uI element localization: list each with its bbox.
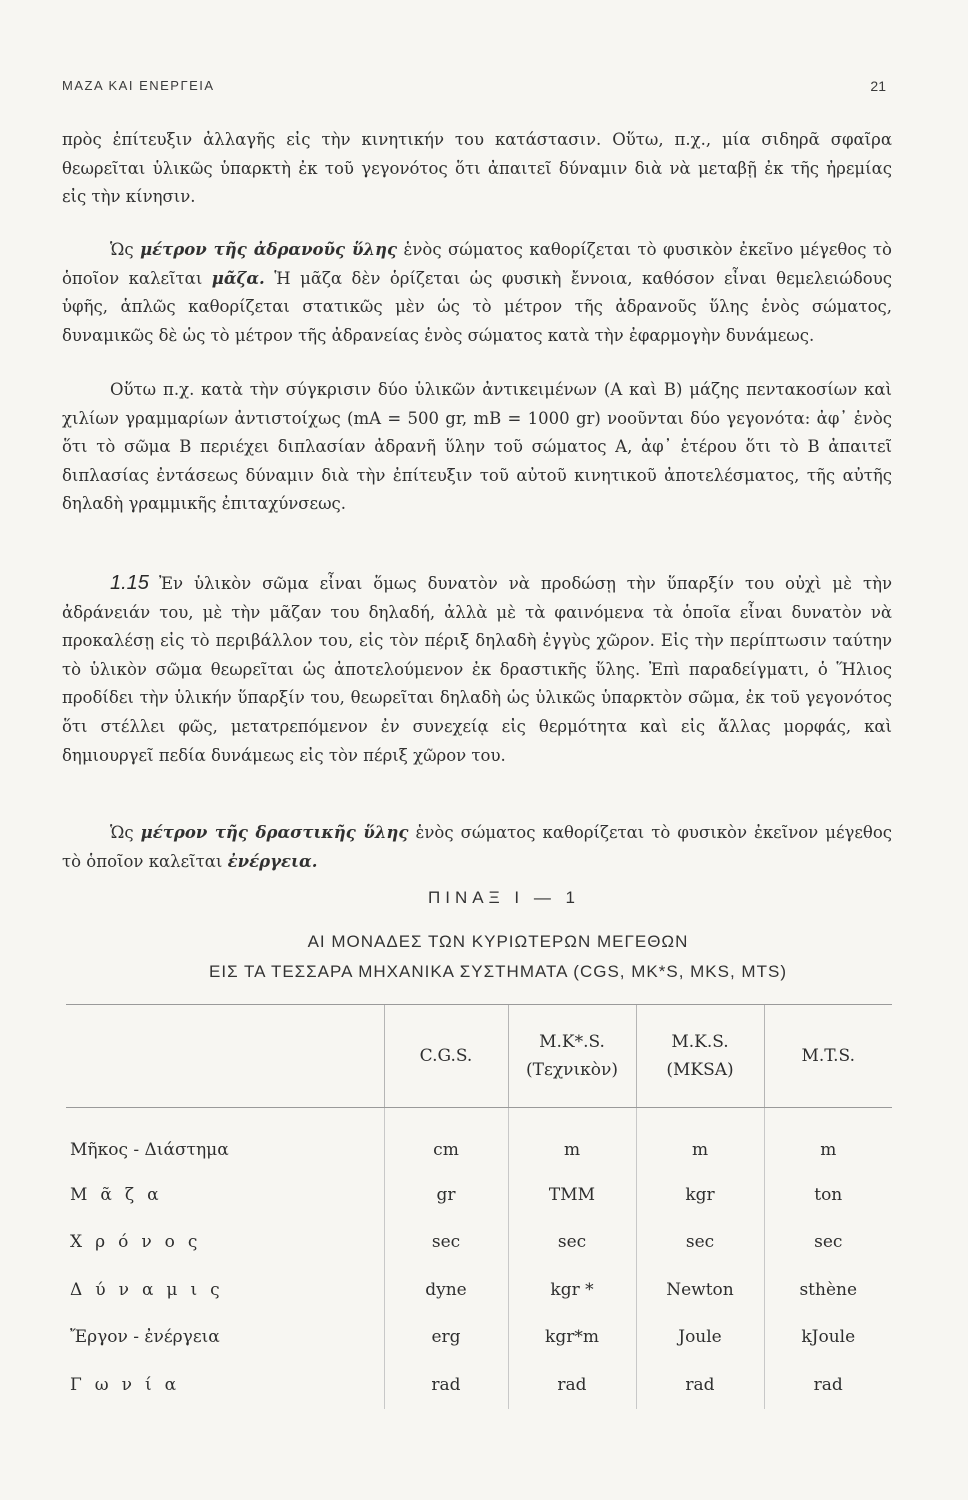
unit-mks-star: rad bbox=[508, 1361, 636, 1409]
quantity-cell: Μῆκος - Διάστημα bbox=[70, 1140, 229, 1160]
table-row bbox=[66, 1171, 892, 1219]
unit-mks: Joule bbox=[636, 1314, 764, 1362]
term-energy: ἐνέργεια. bbox=[227, 851, 318, 871]
unit-mts: m bbox=[764, 1108, 892, 1172]
unit-mks: rad bbox=[636, 1361, 764, 1409]
unit-cgs: rad bbox=[384, 1361, 508, 1409]
header-cgs: C.G.S. bbox=[384, 1005, 508, 1108]
table-header-row bbox=[66, 1005, 892, 1108]
units-table bbox=[66, 1004, 892, 1409]
quantity-cell: Χρόνος bbox=[70, 1232, 211, 1253]
quantity-cell: Μᾶζα bbox=[70, 1184, 172, 1205]
term-mass: μᾶζα. bbox=[211, 268, 265, 288]
page-number: 21 bbox=[870, 78, 886, 94]
running-title: ΜΑΖΑ ΚΑΙ ΕΝΕΡΓΕΙΑ bbox=[62, 78, 215, 93]
paragraph-example: Οὕτω π.χ. κατὰ τὴν σύγκρισιν δύο ὑλικῶν ἀντικειμένων (Α καὶ Β) μάζης πεντακοσίων καὶ χιλίων γραμμαρίων ἀντιστοίχως (mA = 500 gr, mB = 1000 gr) νοοῦνται δύο γεγονότα: ἀφ᾽ ἑνὸς ὅτι τὸ σῶμα Β περιέχει διπλασίαν ἀδρανῆ ὕλην τοῦ σώματος Α, ἀφ᾽ ἑτέρου ὅτι τὸ Β ἀπαιτεῖ διπλασίας ἐντάσεως δύναμιν διὰ τὴν ἐπίτευξιν τοῦ αὐτοῦ κινητικοῦ ἀποτελέσματος, τῆς αὐτῆς δηλαδὴ γραμμικῆς ἐπιταχύνσεως. bbox=[62, 380, 892, 514]
p2-start: Ὡς bbox=[110, 240, 134, 259]
paragraph-energy-definition bbox=[62, 819, 892, 876]
header-mts: M.T.S. bbox=[764, 1005, 892, 1108]
paragraph-mass-definition bbox=[62, 236, 892, 350]
section-number: 1.15 bbox=[110, 572, 149, 594]
quantity-cell: Δύναμις bbox=[70, 1279, 233, 1300]
paragraph-section-1-15 bbox=[62, 569, 892, 770]
header-mks-star-line2: (Τεχνικὸν) bbox=[526, 1060, 618, 1080]
unit-mts: sec bbox=[764, 1219, 892, 1267]
header-mks-star-line1: M.K*.S. bbox=[539, 1032, 605, 1052]
unit-cgs: gr bbox=[384, 1171, 508, 1219]
p5-middle: ἑνὸς σώματος καθορίζεται τὸ φυσικὸν ἐκεῖνον μέγεθος τὸ ὁποῖον καλεῖται bbox=[62, 823, 893, 871]
table-title-line1: ΑΙ ΜΟΝΑΔΕΣ ΤΩΝ ΚΥΡΙΩΤΕΡΩΝ ΜΕΓΕΘΩΝ bbox=[307, 932, 689, 951]
header-empty bbox=[66, 1005, 384, 1108]
p2-middle: ἑνὸς σώματος καθορίζεται τὸ φυσικὸν ἐκεῖνο μέγεθος τὸ ὁποῖον καλεῖται bbox=[62, 240, 892, 288]
paragraph-1: πρὸς ἐπίτευξιν ἀλλαγῆς εἰς τὴν κινητικήν του κατάστασιν. Οὕτω, π.χ., μία σιδηρᾶ σφαῖρα θεωρεῖται ὑλικῶς ὑπαρκτὴ ἐκ τοῦ γεγονότος ὅτι ἀπαιτεῖ δύναμιν διὰ νὰ μεταβῇ ἐκ τῆς ἠρεμίας εἰς τὴν κίνησιν. bbox=[62, 130, 892, 207]
p4-text: Ἐν ὑλικὸν σῶμα εἶναι ὅμως δυνατὸν νὰ προδώσῃ τὴν ὕπαρξίν του οὐχὶ μὲ τὴν ἀδράνειάν του, μὲ τὴν μᾶζαν του δηλαδή, ἀλλὰ μὲ τὰ φαινόμενα τὰ ὁποῖα εἶναι δυνατὸν νὰ προκαλέσῃ εἰς τὸ περιβάλλον του, εἰς τὸν πέριξ δηλαδὴ ἐγγὺς χῶρον. Εἰς τὴν περίπτωσιν ταύτην τὸ ὑλικὸν σῶμα θεωρεῖται ὡς ἀποτελούμενον ἐκ δραστικῆς ὕλης. Ἐπὶ παραδείγματι, ὁ Ἥλιος προδίδει τὴν ὑλικήν ὕπαρξίν του, θεωρεῖται δηλαδὴ ὡς ὑλικῶς ὑπαρκτὸν σῶμα, ἐκ τοῦ γεγονότος ὅτι στέλλει φῶς, μετατρεπόμενον ἐν συνεχείᾳ εἰς θερμότητα καὶ εἰς ἄλλας μορφάς, καὶ δημιουργεῖ πεδία δυνάμεως εἰς τὸν πέριξ χῶρον του. bbox=[62, 574, 892, 765]
unit-mks-star: kgr * bbox=[508, 1266, 636, 1314]
unit-mks-star: TMM bbox=[508, 1171, 636, 1219]
unit-cgs: cm bbox=[384, 1108, 508, 1172]
table-title-line2: ΕΙΣ ΤΑ ΤΕΣΣΑΡΑ ΜΗΧΑΝΙΚΑ ΣΥΣΤΗΜΑΤΑ (CGS, MK*S, MKS, MTS) bbox=[209, 962, 787, 981]
quantity-cell: Γωνία bbox=[70, 1374, 190, 1395]
unit-mts: kJoule bbox=[764, 1314, 892, 1362]
table-row bbox=[66, 1266, 892, 1314]
unit-mts: ton bbox=[764, 1171, 892, 1219]
header-mks bbox=[636, 1005, 764, 1108]
unit-cgs: dyne bbox=[384, 1266, 508, 1314]
unit-mks: Newton bbox=[636, 1266, 764, 1314]
header-mks-line2: (MKSA) bbox=[666, 1060, 734, 1080]
p2-end: Ἡ μᾶζα δὲν ὁρίζεται ὡς φυσικὴ ἔννοια, καθόσον εἶναι θεμελειώδους ὑφῆς, ἁπλῶς καθορίζεται στατικῶς μὲν ὡς τὸ μέτρον τῆς ἀδρανοῦς ὕλης ἑνὸς σώματος, δυναμικῶς δὲ ὡς τὸ μέτρον τῆς ἀδρανείας ἑνὸς σώματος κατὰ τὴν ἐφαρμογὴν δυνάμεως. bbox=[62, 268, 892, 345]
unit-cgs: sec bbox=[384, 1219, 508, 1267]
unit-mks-star: m bbox=[508, 1108, 636, 1172]
unit-mts: sthène bbox=[764, 1266, 892, 1314]
term-inert-matter: μέτρον τῆς ἀδρανοῦς ὕλης bbox=[140, 240, 398, 259]
quantity-cell: Ἔργον - ἐνέργεια bbox=[70, 1327, 220, 1348]
table-row bbox=[66, 1314, 892, 1362]
table-row bbox=[66, 1219, 892, 1267]
table-row bbox=[66, 1108, 892, 1172]
header-mks-star bbox=[508, 1005, 636, 1108]
unit-mks: sec bbox=[636, 1219, 764, 1267]
unit-cgs: erg bbox=[384, 1314, 508, 1362]
unit-mks: kgr bbox=[636, 1171, 764, 1219]
p5-start: Ὡς bbox=[110, 823, 134, 842]
unit-mks: m bbox=[636, 1108, 764, 1172]
term-active-matter: μέτρον τῆς δραστικῆς ὕλης bbox=[140, 823, 409, 842]
unit-mks-star: kgr*m bbox=[508, 1314, 636, 1362]
table-label: ΠΙΝΑΞ Ι — 1 bbox=[427, 888, 580, 907]
unit-mks-star: sec bbox=[508, 1219, 636, 1267]
header-mks-line1: M.K.S. bbox=[671, 1032, 729, 1052]
table-row bbox=[66, 1361, 892, 1409]
unit-mts: rad bbox=[764, 1361, 892, 1409]
